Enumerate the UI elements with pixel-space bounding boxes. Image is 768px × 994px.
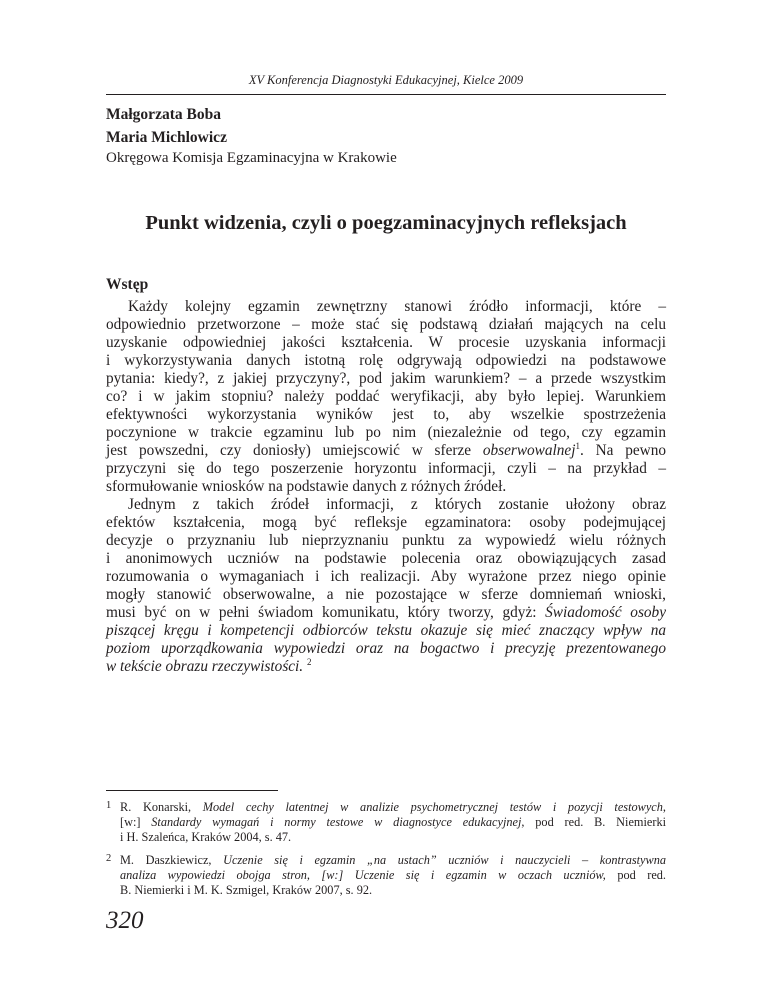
quotation-text: Świadomość osoby: [545, 604, 666, 621]
header-divider: [106, 94, 666, 95]
body-line: uzyskanie odpowiedniej jakości kształcenia. W procesie uzyskania informacji: [106, 334, 666, 351]
citation-title: Standardy wymagań i normy testowe w diagnostyce edukacyjnej: [151, 815, 522, 829]
footnote-text-run: R. Konarski,: [120, 800, 203, 814]
body-line: pytania: kiedy?, z jakiej przyczyny?, pod jakim warunkiem? – a przede wszystkim: [106, 370, 666, 387]
body-line: efektów kształcenia, mogą być refleksje egzaminatora: osoby podejmującej: [106, 514, 666, 531]
quotation-line: [106, 622, 666, 640]
body-line: poczynione w trakcie egzaminu lub po nim (niezależnie od tego, czy egzamin: [106, 424, 666, 441]
body-line: odpowiednio przetworzone – może stać się podstawą działań mających na celu: [106, 316, 666, 333]
footnote-ref: 2: [306, 656, 312, 667]
emphasis-text: obserwowalnej: [482, 442, 576, 459]
body-line: sformułowanie wniosków na podstawie danych z różnych źródeł.: [106, 478, 507, 495]
body-line: mogły stanowić obserwowalne, a nie pozostające w sferze domniemań wnioski,: [106, 586, 666, 603]
citation-title: Uczenie się i egzamin „na ustach” uczniów i nauczycieli – kontrastywna: [223, 853, 666, 867]
footnote-text-run: [w:]: [120, 815, 152, 829]
author-name: Maria Michlowicz: [106, 129, 227, 146]
footnote-text-run: ,: [662, 800, 666, 814]
running-header: XV Konferencja Diagnostyki Edukacyjnej, Kielce 2009: [248, 73, 524, 87]
quotation-line: [106, 640, 666, 658]
body-line: i wykorzystywania danych istotną rolę odgrywają odpowiedzi na podstawowe: [106, 352, 666, 369]
author-affiliation: Okręgowa Komisja Egzaminacyjna w Krakowie: [106, 150, 397, 166]
footnote-line: B. Niemierki i M. K. Szmigel, Kraków 2007, s. 92.: [120, 883, 373, 897]
footnote-number: 1: [106, 800, 112, 811]
body-line: i anonimowych uczniów na podstawie polecenia oraz obowiązujących zasad: [106, 550, 666, 567]
footnote-number: 2: [106, 853, 112, 864]
body-text-run: . Na pewno: [579, 442, 666, 459]
footnote-text-run: pod red.: [605, 868, 666, 882]
paper-title: Punkt widzenia, czyli o poegzaminacyjnych refleksjach: [145, 212, 627, 234]
footnote-line: i H. Szaleńca, Kraków 2004, s. 47.: [120, 830, 292, 844]
quotation-text: w tekście obrazu rzeczywistości.: [106, 658, 304, 675]
body-line: [106, 604, 666, 622]
body-line: Każdy kolejny egzamin zewnętrzny stanowi źródło informacji, które –: [128, 298, 666, 315]
body-line: [106, 442, 666, 460]
body-line: rozumowania o wymaganiach i ich realizacji. Aby wyrażone przez niego opinie: [106, 568, 666, 585]
quotation-text: piszącej kręgu i kompetencji odbiorców tekstu okazuje się mieć znaczący wpływ na: [106, 622, 666, 639]
section-heading: Wstęp: [106, 276, 149, 293]
footnote-line: [120, 800, 666, 815]
citation-title: Model cechy latentnej w analizie psychometrycznej testów i pozycji testowych: [202, 800, 663, 814]
body-line: co? i w jakim stopniu? należy poddać weryfikacji, aby było lepiej. Warunkiem: [106, 388, 666, 405]
footnote-text-run: M. Daszkiewicz,: [120, 853, 224, 867]
footnote-line: [120, 853, 666, 868]
author-name: Małgorzata Boba: [106, 106, 221, 123]
quotation-line: [106, 658, 666, 676]
footnote-ref: 1: [575, 440, 580, 451]
page-number: 320: [106, 907, 144, 934]
body-line: Jednym z takich źródeł informacji, z których zostanie ułożony obraz: [128, 496, 666, 513]
body-text-run: musi być on w pełni świadom komunikatu, który tworzy, gdyż:: [106, 604, 546, 621]
citation-title: analiza wypowiedzi obojga stron, [w:] Uczenie się i egzamin w oczach uczniów,: [120, 868, 606, 882]
body-line: efektywności wykorzystania wyników jest to, aby wszelkie spostrzeżenia: [106, 406, 666, 423]
footnote-line: [120, 868, 666, 883]
body-line: decyzje o przyznaniu lub nieprzyznaniu punktu za wypowiedź wielu różnych: [106, 532, 666, 549]
footnote-text-run: , pod red. B. Niemierki: [521, 815, 667, 829]
quotation-text: poziom uporządkowania wypowiedzi oraz na bogactwo i precyzję prezentowanego: [106, 640, 666, 657]
footnote-line: [120, 815, 666, 830]
body-line: przyczyni się do tego poszerzenie horyzontu informacji, czyli – na przykład –: [106, 460, 666, 477]
body-text-run: jest powszedni, czy doniosły) umiejscowić w sferze: [106, 442, 483, 459]
footnote-divider: [106, 790, 278, 791]
